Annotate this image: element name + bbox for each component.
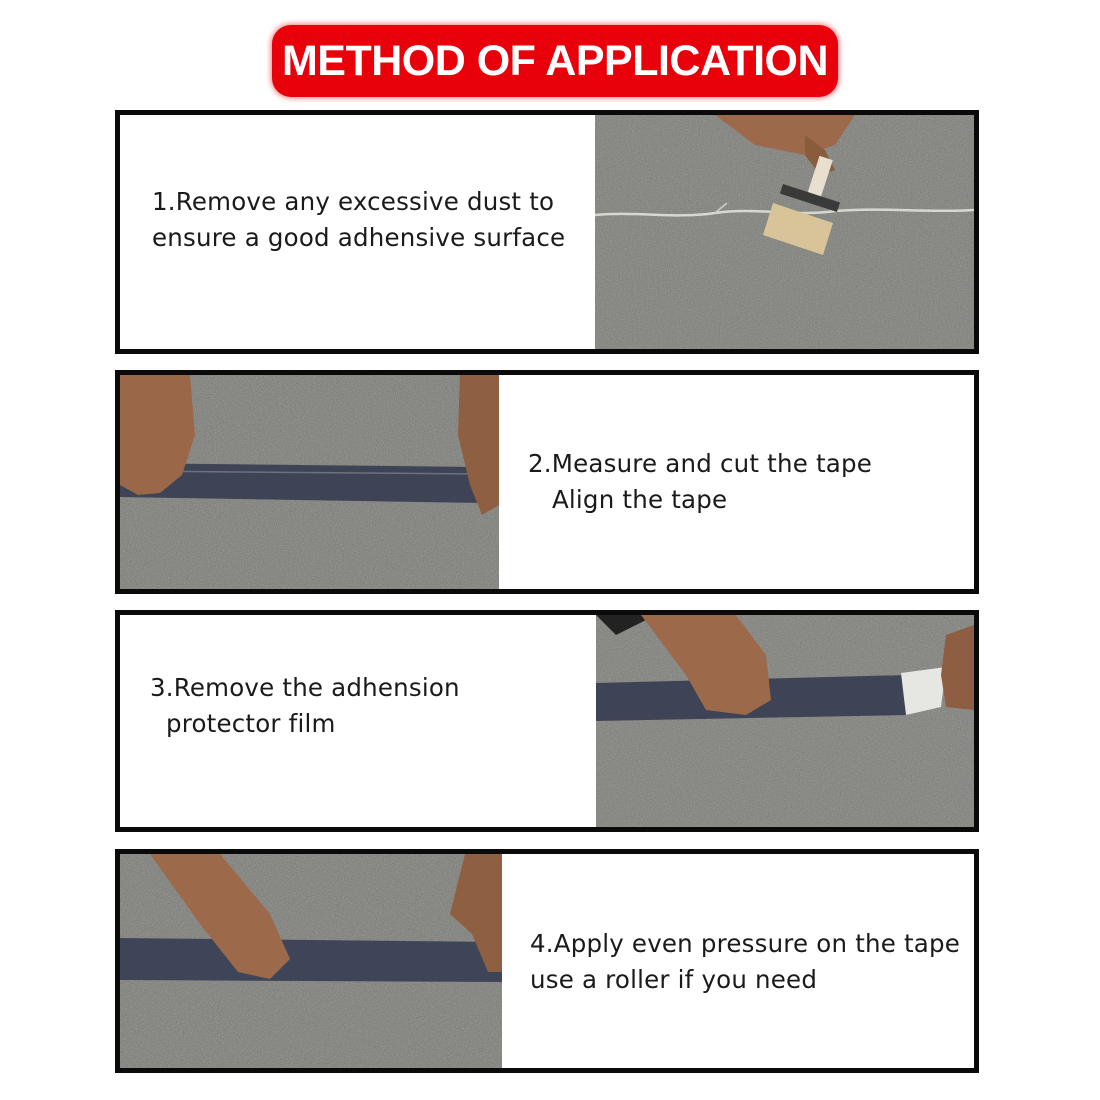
step-1-panel [115,110,979,354]
step-2-text: 2.Measure and cut the tape Align the tape [528,449,873,514]
step-3-text: 3.Remove the adhension protector film [150,673,460,738]
step-4-panel [115,849,979,1073]
step-1-text: 1.Remove any excessive dust to ensure a good adhensive surface [152,187,566,252]
step-3-panel [115,610,979,832]
hands-peeling-film-icon [596,615,974,827]
page-title: METHOD OF APPLICATION [275,28,835,94]
step-2-panel [115,370,979,594]
hands-aligning-tape-icon [120,375,499,589]
hand-brushing-concrete-crack-icon [595,115,974,349]
hands-pressing-tape-icon [120,854,502,1068]
step-4-text: 4.Apply even pressure on the tape use a roller if you need [530,929,961,994]
